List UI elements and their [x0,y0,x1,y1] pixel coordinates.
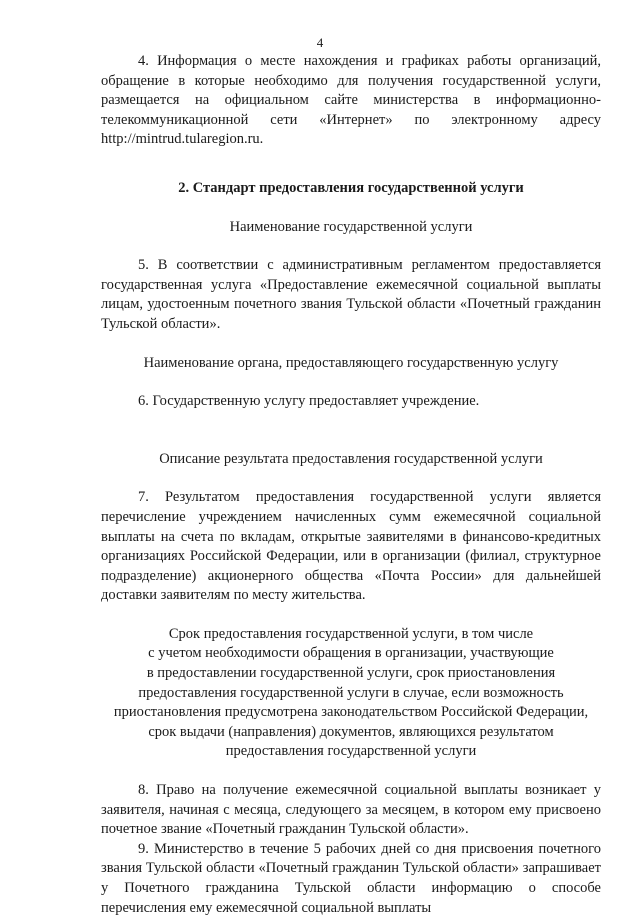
subhead-term-line: Срок предоставления государственной услуги, в том числе [168,625,534,642]
subhead-authority: Наименование органа, предоставляющего государственную услугу [143,354,559,371]
subhead-term-line: срок выдачи (направления) документов, являющихся результатом [148,723,554,740]
paragraph-8: 8. Право на получение ежемесячной социальной выплаты возникает у заявителя, начиная с месяца, следующего за месяцем, в котором ему присвоено почетное звание «Почетный гражданин Тульской области». [101,782,601,838]
subhead-term-line: предоставления государственной услуги [225,743,477,760]
paragraph-9: 9. Министерство в течение 5 рабочих дней со дня присвоения почетного звания Тульской области «Почетный гражданин Тульской области» запрашивает у Почетного гражданина Тульской области информацию о способе перечисления ему ежемесячной социальной выплаты [101,840,601,916]
page-number: 4 [316,35,324,50]
section-2-title: 2. Стандарт предоставления государственной услуги [178,179,524,196]
subhead-result: Описание результата предоставления государственной услуги [159,450,543,467]
subhead-term-line: предоставления государственной услуги в случае, если возможность [138,684,564,701]
paragraph-5: 5. В соответствии с административным регламентом предоставляется государственная услуга «Предоставление ежемесячной социальной выплаты лицам, удостоенным почетного звания Тульской области «Почетный гражданин Тульской области». [101,257,601,332]
subhead-term-line: приостановления предусмотрена законодательством Российской Федерации, [113,704,589,721]
subhead-term-line: в предоставлении государственной услуги, срок приостановления [146,665,556,682]
subhead-term [101,625,601,762]
paragraph-6: 6. Государственную услугу предоставляет учреждение. [138,393,480,410]
subhead-term-line: с учетом необходимости обращения в организации, участвующие [148,645,554,662]
paragraph-7: 7. Результатом предоставления государственной услуги является перечисление учреждением начисленных сумм ежемесячной социальной выплаты на счета по вкладам, открытые заявителями в финансово-кредитных организациях Российской Федерации, или в организации (филиал, структурное подразделение) акционерного общества «Почта России» для дальнейшей доставки заявителям по месту жительства. [101,489,601,604]
subhead-service-name: Наименование государственной услуги [229,218,473,235]
paragraph-4: 4. Информация о месте нахождения и графиках работы организаций, обращение в которые необходимо для получения государственной услуги, размещается на официальном сайте министерства в информационно-телекоммуникационной сети «Интернет» по электронному адресу http://mintrud.tularegion.ru. [101,53,601,148]
page-content [101,52,601,918]
